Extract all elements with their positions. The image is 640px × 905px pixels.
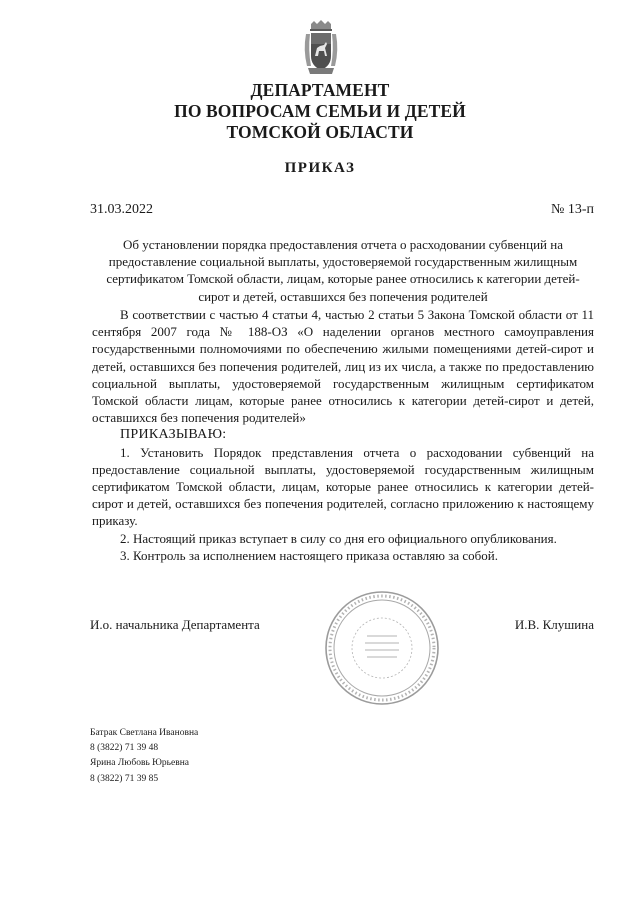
department-name: [0, 80, 640, 143]
signatory-name: И.В. Клушина: [514, 617, 594, 632]
department-line-3: ТОМСКОЙ ОБЛАСТИ: [226, 122, 414, 142]
signatory-position: И.о. начальника Департамента: [90, 617, 260, 632]
order-body: [92, 306, 594, 564]
contact-line: Батрак Светлана Ивановна: [90, 728, 199, 738]
department-line-1: ДЕПАРТАМЕНТ: [250, 80, 390, 100]
order-number: № 13-п: [550, 202, 594, 217]
order-date: 31.03.2022: [90, 202, 153, 217]
contact-line: 8 (3822) 71 39 48: [90, 743, 159, 754]
order-item-2: 2. Настоящий приказ вступает в силу со дня его официального опубликования.: [120, 530, 557, 546]
document-type: ПРИКАЗ: [284, 160, 356, 176]
contact-line: 8 (3822) 71 39 85: [90, 773, 159, 784]
order-word: ПРИКАЗЫВАЮ:: [120, 427, 227, 443]
official-stamp-icon: [322, 588, 442, 708]
department-line-2: ПО ВОПРОСАМ СЕМЬИ И ДЕТЕЙ: [174, 101, 466, 121]
order-subject: Об установлении порядка предоставления отчета о расходовании субвенций на предоставление социальной выплаты, удостоверяемой государственным жилищным сертификатом Томской области, лицам, которые ранее относились к категории детей-сирот и детей, оставшихся без попечения родителей: [106, 237, 580, 304]
order-item-3: 3. Контроль за исполнением настоящего приказа оставляю за собой.: [120, 547, 498, 563]
contact-line: Ярина Любовь Юрьевна: [90, 758, 190, 769]
preamble: В соответствии с частью 4 статьи 4, частью 2 статьи 5 Закона Томской области от 11 сентября 2007 года № 188-ОЗ «О наделении органов местного самоуправления государственными полномочиями по обеспечению жилыми помещениями детей-сирот и детей, оставшихся без попечения родителей, лиц из их числа, а также по предоставлению социальной выплаты, удостоверяемой государственным жилищным сертификатом Томской области лицам, которые ранее относились к категории детей-сирот и детей, оставшихся без попечения родителей»: [92, 307, 594, 426]
order-item-1: 1. Установить Порядок представления отчета о расходовании субвенций на предоставление социальной выплаты, удостоверяемой государственным жилищным сертификатом Томской области, лицам, которые ранее относились к категории детей-сирот и детей, оставшихся без попечения родителей, согласно приложению к настоящему приказу.: [92, 444, 594, 529]
coat-of-arms-icon: [303, 20, 339, 76]
contacts-block: [90, 726, 198, 787]
